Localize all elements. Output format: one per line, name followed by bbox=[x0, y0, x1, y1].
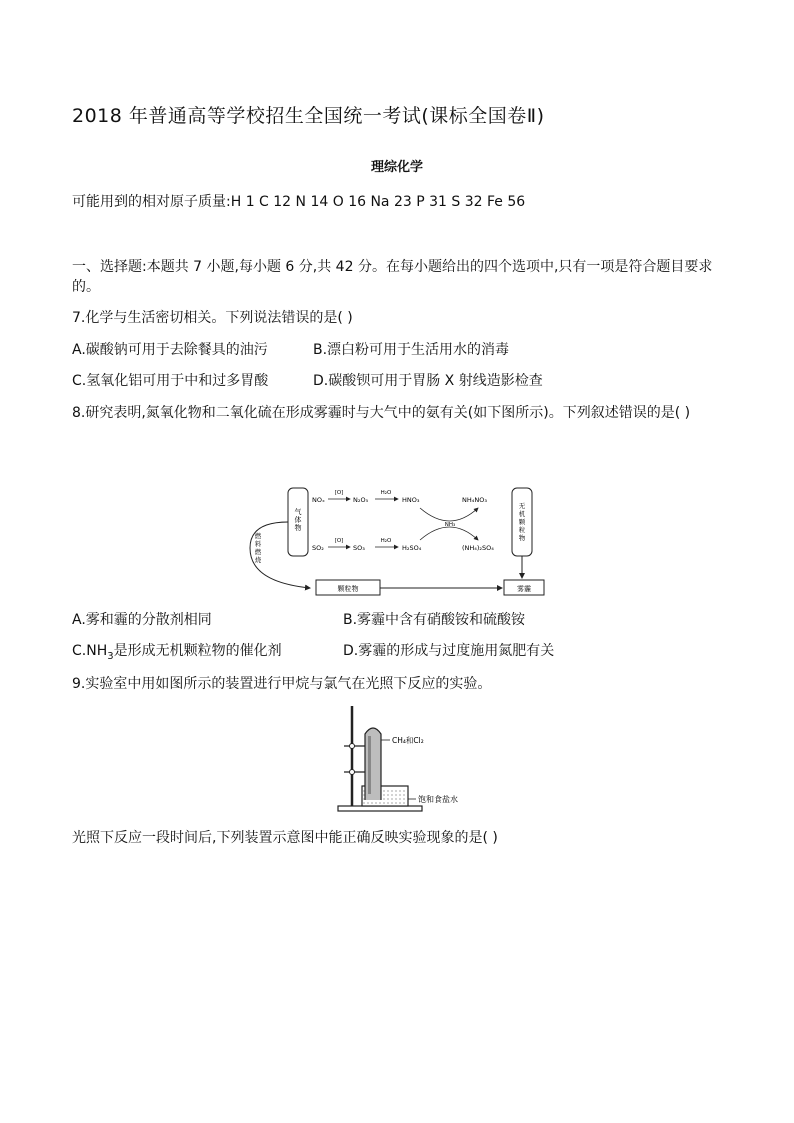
so3-label: SO₃ bbox=[353, 544, 365, 552]
q8-option-c-suffix: 是形成无机颗粒物的催化剂 bbox=[113, 643, 282, 659]
test-tube-shade bbox=[368, 736, 371, 794]
nh3-arc-bottom bbox=[420, 527, 478, 540]
clamp-knob-upper bbox=[350, 744, 355, 749]
nh4no3-label: NH₄NO₃ bbox=[462, 496, 487, 504]
gas-mixture-label: CH₄和Cl₂ bbox=[392, 736, 424, 745]
experiment-apparatus bbox=[330, 702, 470, 814]
haze-formation-diagram bbox=[240, 478, 550, 603]
h2so4-label: H₂SO₄ bbox=[402, 544, 422, 552]
page-subtitle: 理综化学 bbox=[370, 160, 423, 175]
clamp-knob-lower bbox=[350, 770, 355, 775]
test-tube bbox=[365, 728, 381, 800]
fuel-label: 燃料燃烧 bbox=[254, 532, 262, 564]
section-intro: 一、选择题:本题共 7 小题,每小题 6 分,共 42 分。在每小题给出的四个选项中,只有一项是符合题目要求的。 bbox=[72, 259, 713, 295]
o-label-1: [O] bbox=[334, 490, 344, 496]
q7-stem: 7.化学与生活密切相关。下列说法错误的是( ) bbox=[72, 310, 353, 326]
brine-label: 饱和食盐水 bbox=[418, 795, 458, 804]
h2o-label-1: H₂O bbox=[380, 490, 392, 496]
nh3-arc-top bbox=[420, 508, 478, 521]
so2-label: SO₂ bbox=[312, 544, 324, 552]
h2o-label-2: H₂O bbox=[380, 538, 392, 544]
hno3-label: HNO₃ bbox=[402, 496, 420, 504]
q8-option-c bbox=[72, 641, 282, 667]
q8-option-b: B.雾霾中含有硝酸铵和硫酸铵 bbox=[343, 612, 526, 628]
page-title: 2018 年普通高等学校招生全国统一考试(课标全国卷Ⅱ) bbox=[72, 105, 545, 127]
nh3-label: NH₃ bbox=[444, 522, 456, 528]
q8-stem: 8.研究表明,氮氧化物和二氧化硫在形成雾霾时与大气中的氨有关(如下图所示)。下列叙述错误的是( ) bbox=[72, 405, 691, 421]
q9-followup: 光照下反应一段时间后,下列装置示意图中能正确反映实验现象的是( ) bbox=[72, 830, 498, 846]
particles-label: 颗粒物 bbox=[337, 585, 359, 593]
n2o5-label: N₂O₅ bbox=[353, 496, 369, 504]
q8-option-c-prefix: C.NH bbox=[72, 643, 108, 659]
nox-label: NOₓ bbox=[312, 496, 325, 504]
q7-option-d: D.碳酸钡可用于胃肠 X 射线造影检查 bbox=[313, 373, 543, 389]
q9-stem: 9.实验室中用如图所示的装置进行甲烷与氯气在光照下反应的实验。 bbox=[72, 676, 492, 692]
haze-label: 雾霾 bbox=[517, 585, 531, 593]
q8-option-d: D.雾霾的形成与过度施用氮肥有关 bbox=[343, 643, 555, 659]
nh4so4-label: (NH₄)₂SO₄ bbox=[462, 544, 494, 552]
atomic-masses: 可能用到的相对原子质量:H 1 C 12 N 14 O 16 Na 23 P 31 S 32 Fe 56 bbox=[72, 194, 526, 210]
q8-option-a: A.雾和霾的分散剂相同 bbox=[72, 612, 212, 628]
o-label-2: [O] bbox=[334, 538, 344, 544]
gas-label: 气体物 bbox=[294, 508, 302, 532]
stand-base bbox=[338, 806, 422, 811]
q7-option-a: A.碳酸钠可用于去除餐具的油污 bbox=[72, 342, 268, 358]
q7-option-c: C.氢氧化铝可用于中和过多胃酸 bbox=[72, 373, 269, 389]
q7-option-b: B.漂白粉可用于生活用水的消毒 bbox=[313, 342, 510, 358]
q8-option-c-sub: 3 bbox=[107, 650, 114, 662]
inorganic-label: 无机颗粒物 bbox=[518, 502, 526, 542]
